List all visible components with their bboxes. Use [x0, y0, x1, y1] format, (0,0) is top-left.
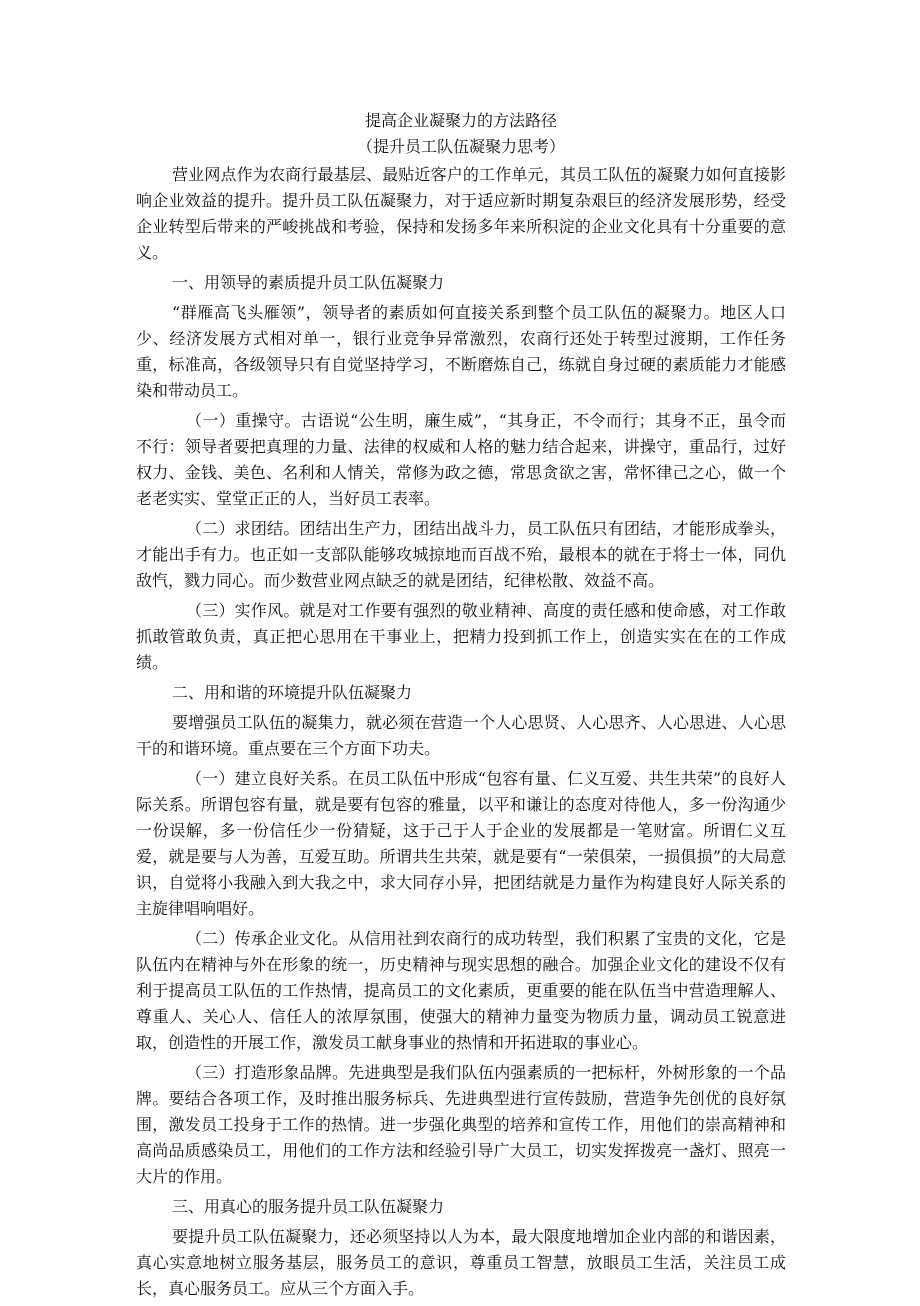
section-3-heading: 三、用真心的服务提升员工队伍凝聚力 — [172, 1197, 445, 1216]
section-1-item-3: （三）实作风。就是对工作要有强烈的敬业精神、高度的责任感和使命感，对工作敢抓敢管敢负责，真正把心思用在干事业上，把精力投到抓工作上，创造实实在在的工作成绩。 — [136, 601, 786, 672]
document-page — [136, 108, 786, 1306]
section-3-intro: 要提升员工队伍凝聚力，还必须坚持以人为本，最大限度地增加企业内部的和谐因素，真心实意地树立服务基层，服务员工的意识，尊重员工智慧，放眼员工生活，关注员工成长，真心服务员工。应从三个方面入手。 — [136, 1227, 786, 1298]
section-2-item-2: （二）传承企业文化。从信用社到农商行的成功转型，我们积累了宝贵的文化，它是队伍内在精神与外在形象的统一，历史精神与现实思想的融合。加强企业文化的建设不仅有利于提高员工队伍的工作热情，提高员工的文化素质，更重要的能在队伍当中营造理解人、尊重人、关心人、信任人的浓厚氛围，使强大的精神力量变为物质力量，调动员工锐意进取，创造性的开展工作，激发员工献身事业的热情和开拓进取的事业心。 — [136, 929, 786, 1052]
section-1-heading: 一、用领导的素质提升员工队伍凝聚力 — [172, 273, 445, 292]
section-2-item-1: （一）建立良好关系。在员工队伍中形成“包容有量、仁义互爱、共生共荣”的良好人际关系。所谓包容有量，就是要有包容的雅量，以平和谦让的态度对待他人，多一份沟通少一份误解，多一份信任少一份猜疑，这于己于人于企业的发展都是一笔财富。所谓仁义互爱，就是要与人为善，互爱互助。所谓共生共荣，就是要有“一荣俱荣，一损俱损”的大局意识，自觉将小我融入到大我之中，求大同存小异，把团结就是力量作为构建良好人际关系的主旋律唱响唱好。 — [136, 769, 786, 918]
section-1-item-2: （二）求团结。团结出生产力，团结出战斗力，员工队伍只有团结，才能形成拳头，才能出手有力。也正如一支部队能够攻城掠地而百战不殆，最根本的就在于将士一体，同仇敌忾，戮力同心。而少数营业网点缺乏的就是团结，纪律松散、效益不高。 — [136, 519, 786, 590]
document-title: 提高企业凝聚力的方法路径 — [364, 111, 557, 130]
intro-paragraph: 营业网点作为农商行最基层、最贴近客户的工作单元，其员工队伍的凝聚力如何直接影响企业效益的提升。提升员工队伍凝聚力，对于适应新时期复杂艰巨的经济发展形势，经受企业转型后带来的严峻挑战和考验，保持和发扬多年来所积淀的企业文化具有十分重要的意义。 — [136, 165, 786, 262]
section-2-heading: 二、用和谐的环境提升队伍凝聚力 — [172, 683, 413, 702]
document-subtitle: （提升员工队伍凝聚力思考） — [356, 137, 565, 156]
section-1-item-1: （一）重操守。古语说“公生明，廉生威”，“其身正，不令而行；其身不正，虽令而不行：领导者要把真理的力量、法律的权威和人格的魅力结合起来，讲操守，重品行，过好权力、金钱、美色、名利和人情关，常修为政之德，常思贪欲之害，常怀律己之心，做一个老老实实、堂堂正正的人，当好员工表率。 — [136, 411, 786, 508]
section-2-intro: 要增强员工队伍的凝集力，就必须在营造一个人心思贤、人心思齐、人心思进、人心思干的和谐环境。重点要在三个方面下功夫。 — [136, 713, 786, 758]
section-1-intro: “群雁高飞头雁领”，领导者的素质如何直接关系到整个员工队伍的凝聚力。地区人口少、经济发展方式相对单一，银行业竞争异常激烈，农商行还处于转型过渡期，工作任务重，标准高，各级领导只有自觉坚持学习，不断磨炼自己，练就自身过硬的素质能力才能感染和带动员工。 — [136, 303, 786, 400]
section-2-item-3: （三）打造形象品牌。先进典型是我们队伍内强素质的一把标杆，外树形象的一个品牌。要结合各项工作，及时推出服务标兵、先进典型进行宣传鼓励，营造争先创优的良好氛围，激发员工投身于工作的热情。进一步强化典型的培养和宣传工作，用他们的崇高精神和高尚品质感染员工，用他们的工作方法和经验引导广大员工，切实发挥拨亮一盏灯、照亮一大片的作用。 — [136, 1063, 786, 1186]
